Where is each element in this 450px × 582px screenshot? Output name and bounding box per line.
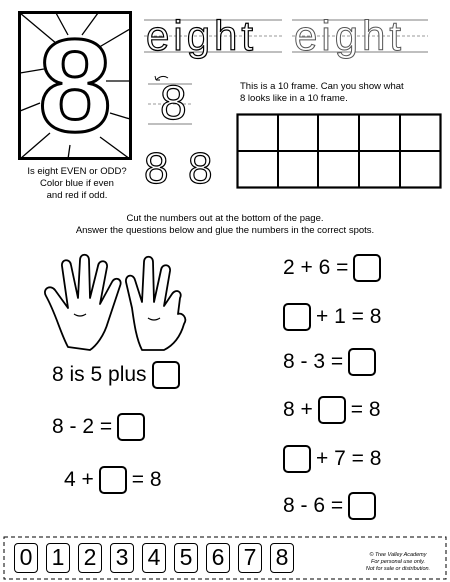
equation-right-2: + 1 = 8 xyxy=(283,303,381,331)
cutout-number[interactable]: 5 xyxy=(174,543,198,573)
traced-digit: 8 xyxy=(160,77,187,130)
equation-left-1: 8 is 5 plus xyxy=(52,361,185,389)
cutout-number[interactable]: 4 xyxy=(142,543,166,573)
equation-right-4: 8 + = 8 xyxy=(283,396,381,424)
copyright-footer: © Tree Valley Academy For personal use only. Not for sale or distribution. xyxy=(365,552,431,572)
even-odd-question: Is eight EVEN or ODD? Color blue if even and red if odd. xyxy=(27,166,127,201)
equation-right-3: 8 - 3 = xyxy=(283,348,381,376)
equation-left-2: 8 - 2 = xyxy=(52,413,150,441)
cutout-number[interactable]: 2 xyxy=(78,543,102,573)
answer-box[interactable] xyxy=(152,361,180,389)
equation-right-5: + 7 = 8 xyxy=(283,445,381,473)
traced-word: eight xyxy=(146,12,258,59)
cutout-number[interactable]: 8 xyxy=(270,543,294,573)
cutout-number[interactable]: 0 xyxy=(14,543,38,573)
answer-box[interactable] xyxy=(283,445,311,473)
practice-digit-2: 8 xyxy=(188,144,213,193)
ten-frame-caption: This is a 10 frame. Can you show what 8 looks like in a 10 frame. xyxy=(240,81,404,104)
answer-box[interactable] xyxy=(283,303,311,331)
answer-box[interactable] xyxy=(318,396,346,424)
hands-icon xyxy=(38,252,208,352)
equation-right-6: 8 - 6 = xyxy=(283,492,381,520)
big-eight: 8 xyxy=(38,12,112,159)
answer-box[interactable] xyxy=(348,492,376,520)
equation-left-3: 4 + = 8 xyxy=(64,466,162,494)
cutout-number[interactable]: 3 xyxy=(110,543,134,573)
practice-word: eight xyxy=(294,12,406,59)
equation-right-1: 2 + 6 = xyxy=(283,254,386,282)
answer-box[interactable] xyxy=(348,348,376,376)
cutout-number[interactable]: 7 xyxy=(238,543,262,573)
cutout-number[interactable]: 1 xyxy=(46,543,70,573)
ten-frame[interactable] xyxy=(236,113,442,189)
answer-box[interactable] xyxy=(117,413,145,441)
answer-box[interactable] xyxy=(99,466,127,494)
cutout-number[interactable]: 6 xyxy=(206,543,230,573)
practice-digit-1: 8 xyxy=(144,144,169,193)
instructions: Cut the numbers out at the bottom of the page. Answer the questions below and glue the numbers in the correct spots. xyxy=(75,213,375,236)
answer-box[interactable] xyxy=(353,254,381,282)
